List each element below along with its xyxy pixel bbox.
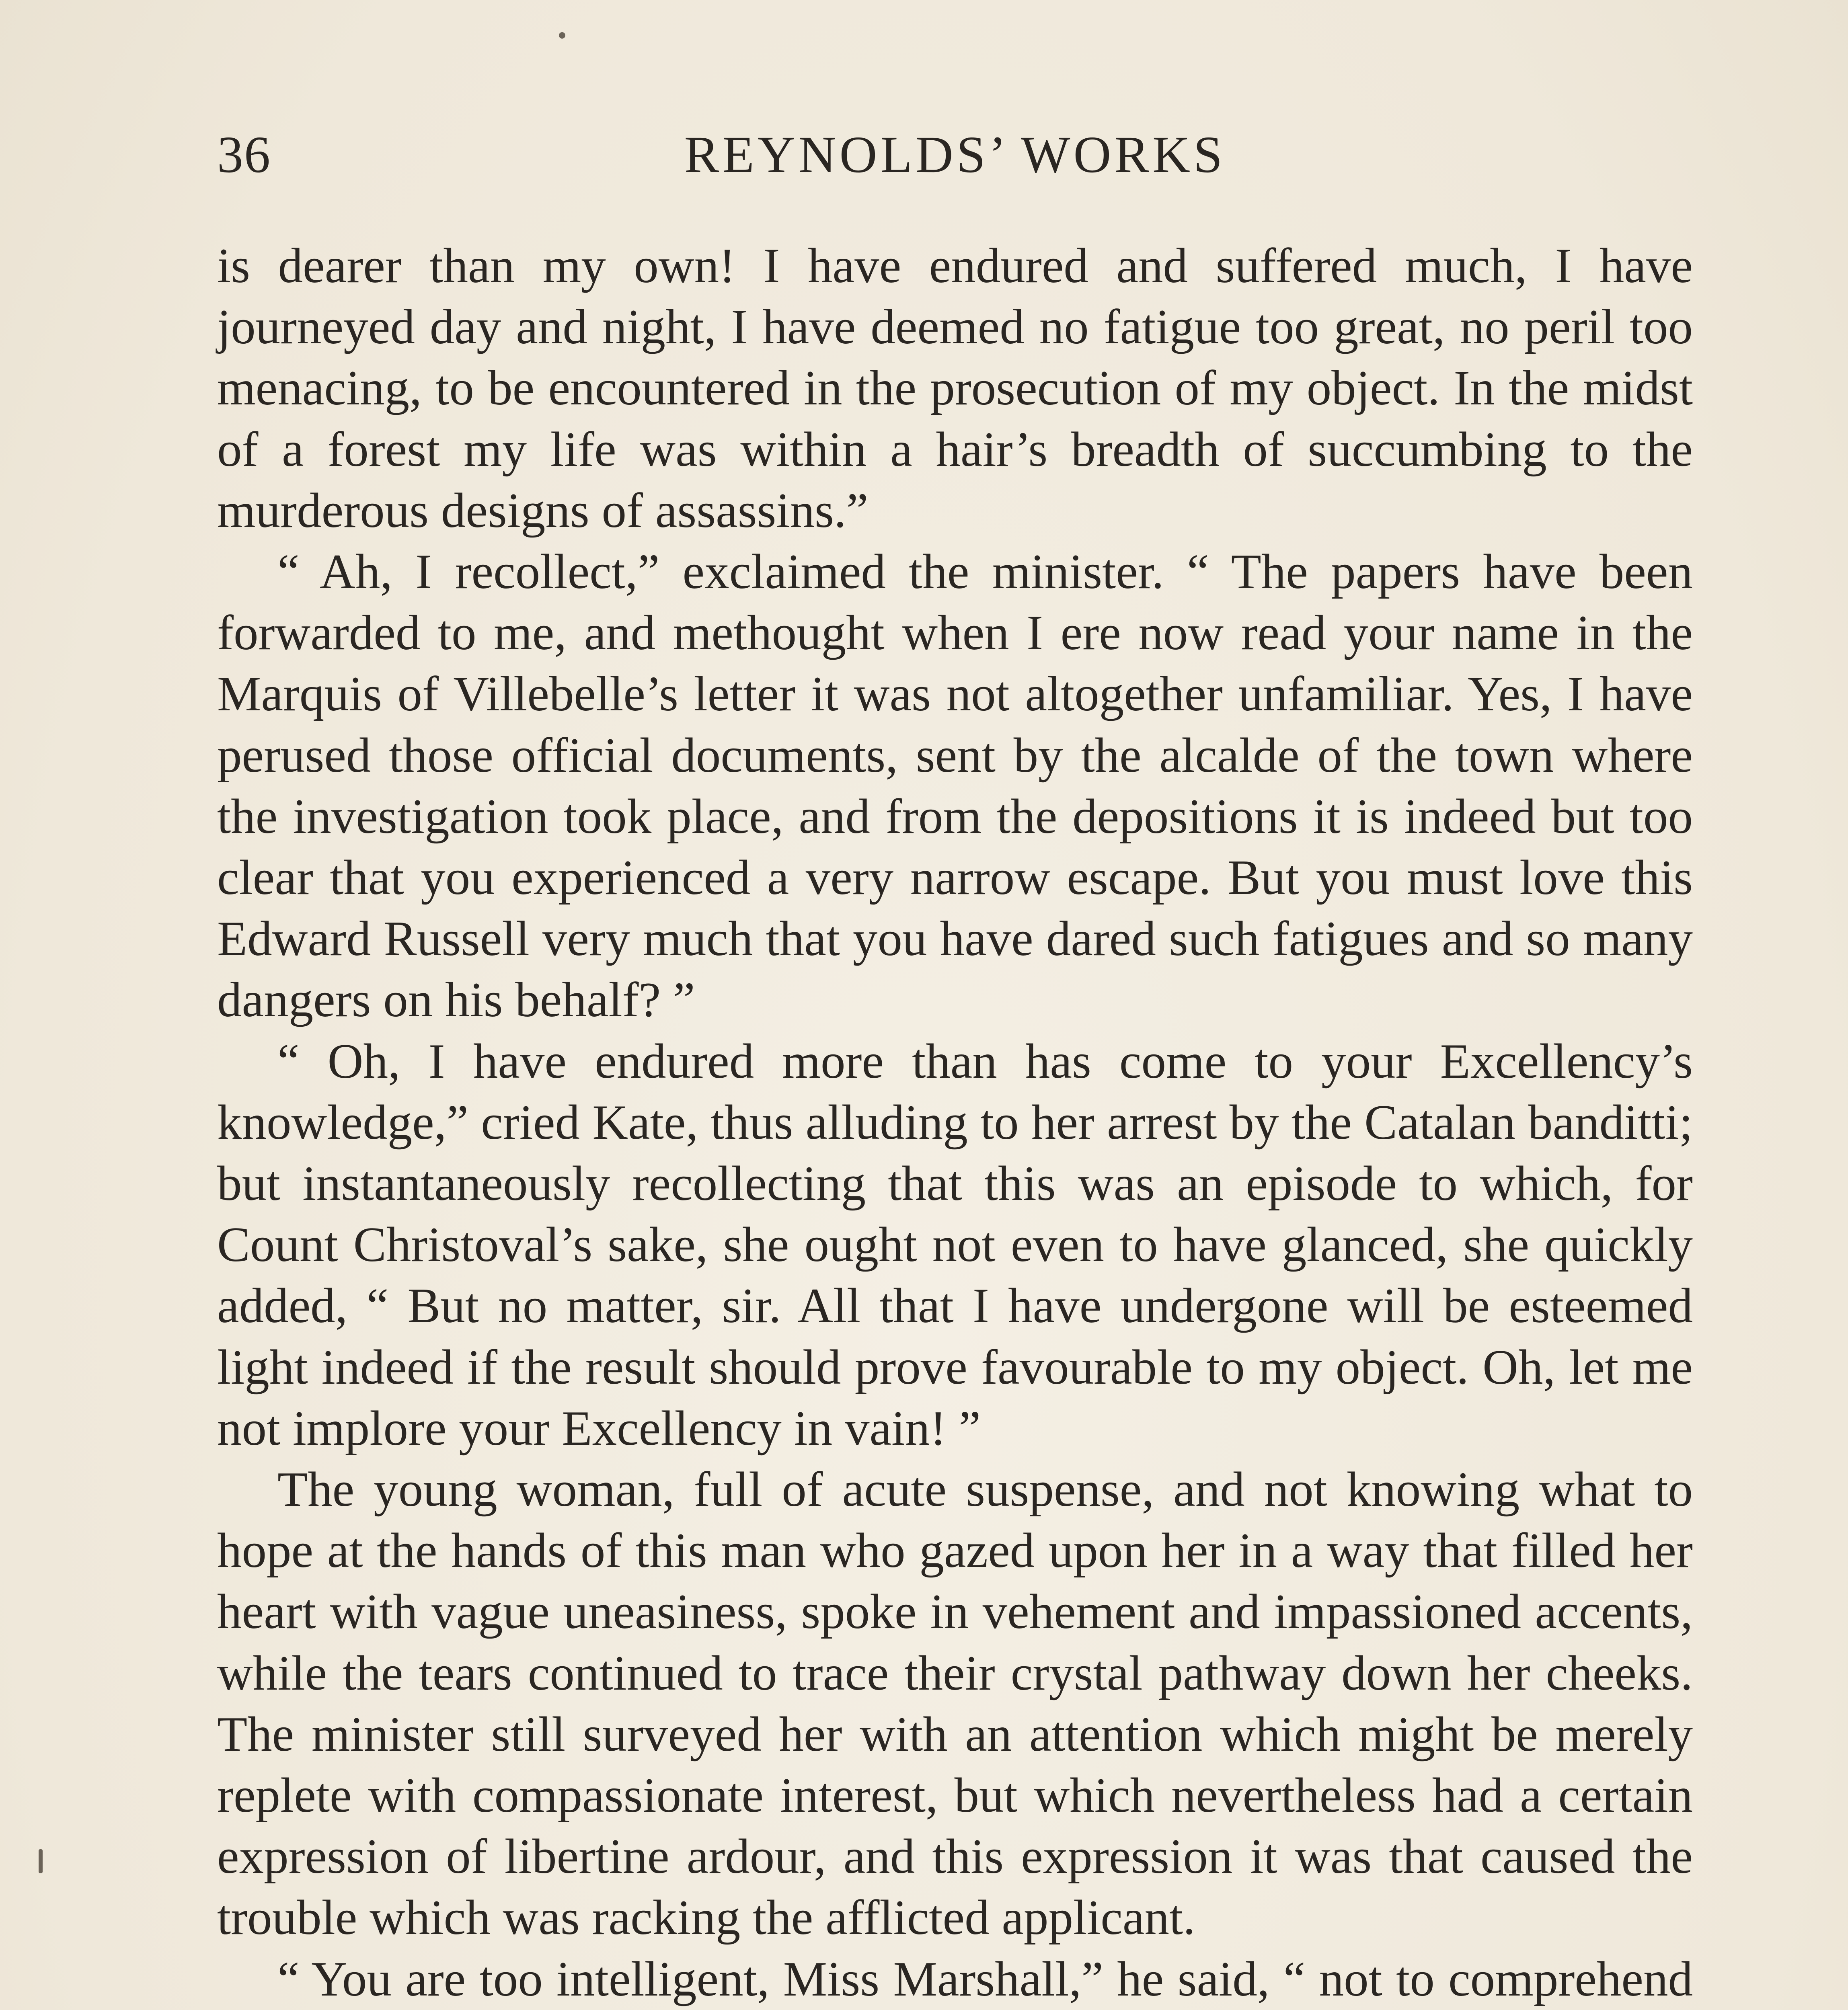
page-header bbox=[217, 121, 1693, 189]
paragraph: The young woman, full of acute suspense, and not knowing what to hope at the hands of this man who gazed upon her in a way that filled her heart with vague uneasiness, spoke in vehement and impassioned accents, while the tears continued to trace their crystal pathway down her cheeks. The minister still surveyed her with an attention which might be merely replete with compassionate interest, but which nevertheless had a certain expression of libertine ardour, and this expression it was that caused the trouble which was racking the afflicted applicant. bbox=[217, 1462, 1693, 1945]
body-text bbox=[217, 235, 1693, 2010]
page-number: 36 bbox=[217, 126, 271, 184]
paragraph-continued: is dearer than my own! I have endured and suffered much, I have journeyed day and night, I have deemed no fatigue too great, no peril too menacing, to be encountered in the prosecution of my object. In the midst of a forest my life was within a hair’s breadth of succumbing to the murderous designs of assassins.” bbox=[217, 238, 1693, 538]
print-speck bbox=[559, 32, 565, 39]
paragraph: “ Oh, I have endured more than has come to your Excellency’s knowledge,” cried Kate, thus alluding to her arrest by the Catalan banditti; but instantaneously recollecting that this was an episode to which, for Count Christoval’s sake, she ought not even to have glanced, she quickly added, “ But no matter, sir. All that I have undergone will be esteemed light indeed if the result should prove favourable to my object. Oh, let me not implore your Excellency in vain! ” bbox=[217, 1033, 1693, 1456]
paragraph: “ Ah, I recollect,” exclaimed the minister. “ The papers have been forwarded to me, and methought when I ere now read your name in the Marquis of Villebelle’s letter it was not altogether unfamiliar. Yes, I have perused those official documents, sent by the alcalde of the town where the investigation took place, and from the depositions it is indeed but too clear that you experienced a very narrow escape. But you must love this Edward Russell very much that you have dared such fatigues and so many dangers on his behalf? ” bbox=[217, 544, 1693, 1028]
running-head: REYNOLDS’ WORKS bbox=[684, 126, 1226, 184]
print-speck bbox=[39, 1849, 43, 1873]
paragraph: “ You are too intelligent, Miss Marshall,” he said, “ not to comprehend bbox=[277, 1951, 1693, 2006]
